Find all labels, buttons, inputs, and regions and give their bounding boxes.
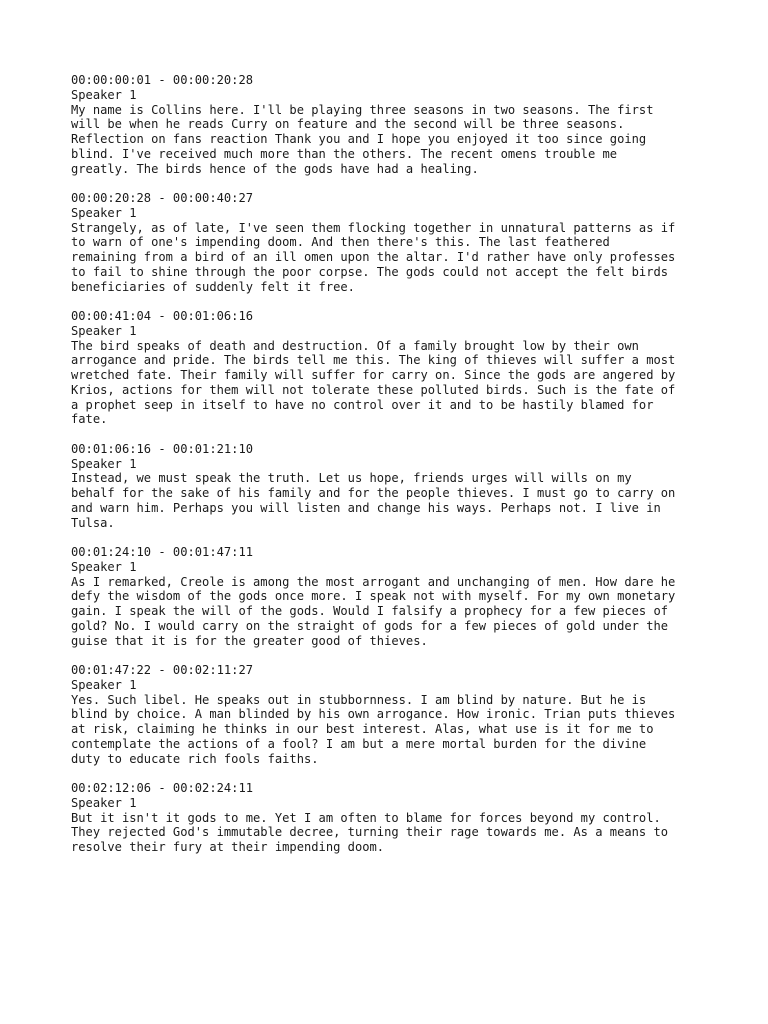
segment-text: Strangely, as of late, I've seen them flocking together in unnatural patterns as if to warn of one's impending doom. And then there's this. The last feathered remaining from a bird of an ill omen upon the altar. I'd rather have only professes to fail to shine through the poor corpse. The gods could not accept the felt birds beneficiaries of suddenly felt it free. bbox=[71, 220, 676, 294]
segment-speaker: Speaker 1 bbox=[71, 205, 137, 220]
transcript-segment bbox=[71, 781, 711, 855]
transcript-segment bbox=[71, 442, 711, 531]
segment-timestamp: 00:00:00:01 - 00:00:20:28 bbox=[71, 73, 254, 87]
transcript-segment bbox=[71, 191, 711, 294]
segment-text: Yes. Such libel. He speaks out in stubbornness. I am blind by nature. But he is blind by choice. A man blinded by his own arrogance. How ironic. Trian puts thieves at risk, claiming he thinks in our best interest. Alas, what use is it for me to contemplate the actions of a fool? I am but a mere mortal burden for the divine duty to educate rich fools faiths. bbox=[71, 692, 676, 766]
transcript-segment bbox=[71, 309, 711, 427]
segment-timestamp: 00:01:06:16 - 00:01:21:10 bbox=[71, 441, 254, 456]
segment-timestamp: 00:00:41:04 - 00:01:06:16 bbox=[71, 309, 254, 323]
segment-text: My name is Collins here. I'll be playing three seasons in two seasons. The first will be when he reads Curry on feature and the second will be three seasons. Reflection on fans reaction Thank you and I hope you enjoyed it too since going blind. I've received much more than the others. The recent omens trouble me greatly. The birds hence of the gods have had a healing. bbox=[71, 102, 654, 176]
segment-text: But it isn't it gods to me. Yet I am often to blame for forces beyond my control. They rejected God's immutable decree, turning their rage towards me. As a means to resolve their fury at their impending doom. bbox=[71, 810, 669, 854]
segment-timestamp: 00:02:12:06 - 00:02:24:11 bbox=[71, 781, 254, 795]
segment-text: Instead, we must speak the truth. Let us hope, friends urges will wills on my behalf for the sake of his family and for the people thieves. I must go to carry on and warn him. Perhaps you will listen and change his ways. Perhaps not. I live in Tulsa. bbox=[71, 471, 676, 530]
segment-speaker: Speaker 1 bbox=[71, 323, 137, 338]
transcript-segment bbox=[71, 545, 711, 648]
segment-timestamp: 00:00:20:28 - 00:00:40:27 bbox=[71, 191, 254, 205]
segment-speaker: Speaker 1 bbox=[71, 677, 137, 692]
transcript-segment bbox=[71, 73, 711, 176]
segment-text: The bird speaks of death and destruction. Of a family brought low by their own arrogance and pride. The birds tell me this. The king of thieves will suffer a most wretched fate. Their family will suffer for carry on. Since the gods are angered by Krios, actions for them will not tolerate these polluted birds. Such is the fate of a prophet seep in itself to have no control over it and to be hastily blamed for fate. bbox=[71, 338, 676, 427]
segment-timestamp: 00:01:47:22 - 00:02:11:27 bbox=[71, 663, 254, 677]
segment-speaker: Speaker 1 bbox=[71, 795, 137, 810]
segment-timestamp: 00:01:24:10 - 00:01:47:11 bbox=[71, 545, 254, 559]
transcript-page bbox=[71, 73, 711, 870]
segment-text: As I remarked, Creole is among the most arrogant and unchanging of men. How dare he defy the wisdom of the gods once more. I speak not with myself. For my own monetary gain. I speak the will of the gods. Would I falsify a prophecy for a few pieces of gold? No. I would carry on the straight of gods for a few pieces of gold under the guise that it is for the greater good of thieves. bbox=[71, 574, 676, 648]
segment-speaker: Speaker 1 bbox=[71, 87, 137, 102]
segment-speaker: Speaker 1 bbox=[71, 559, 137, 574]
segment-speaker: Speaker 1 bbox=[71, 456, 137, 471]
transcript-segment bbox=[71, 663, 711, 766]
